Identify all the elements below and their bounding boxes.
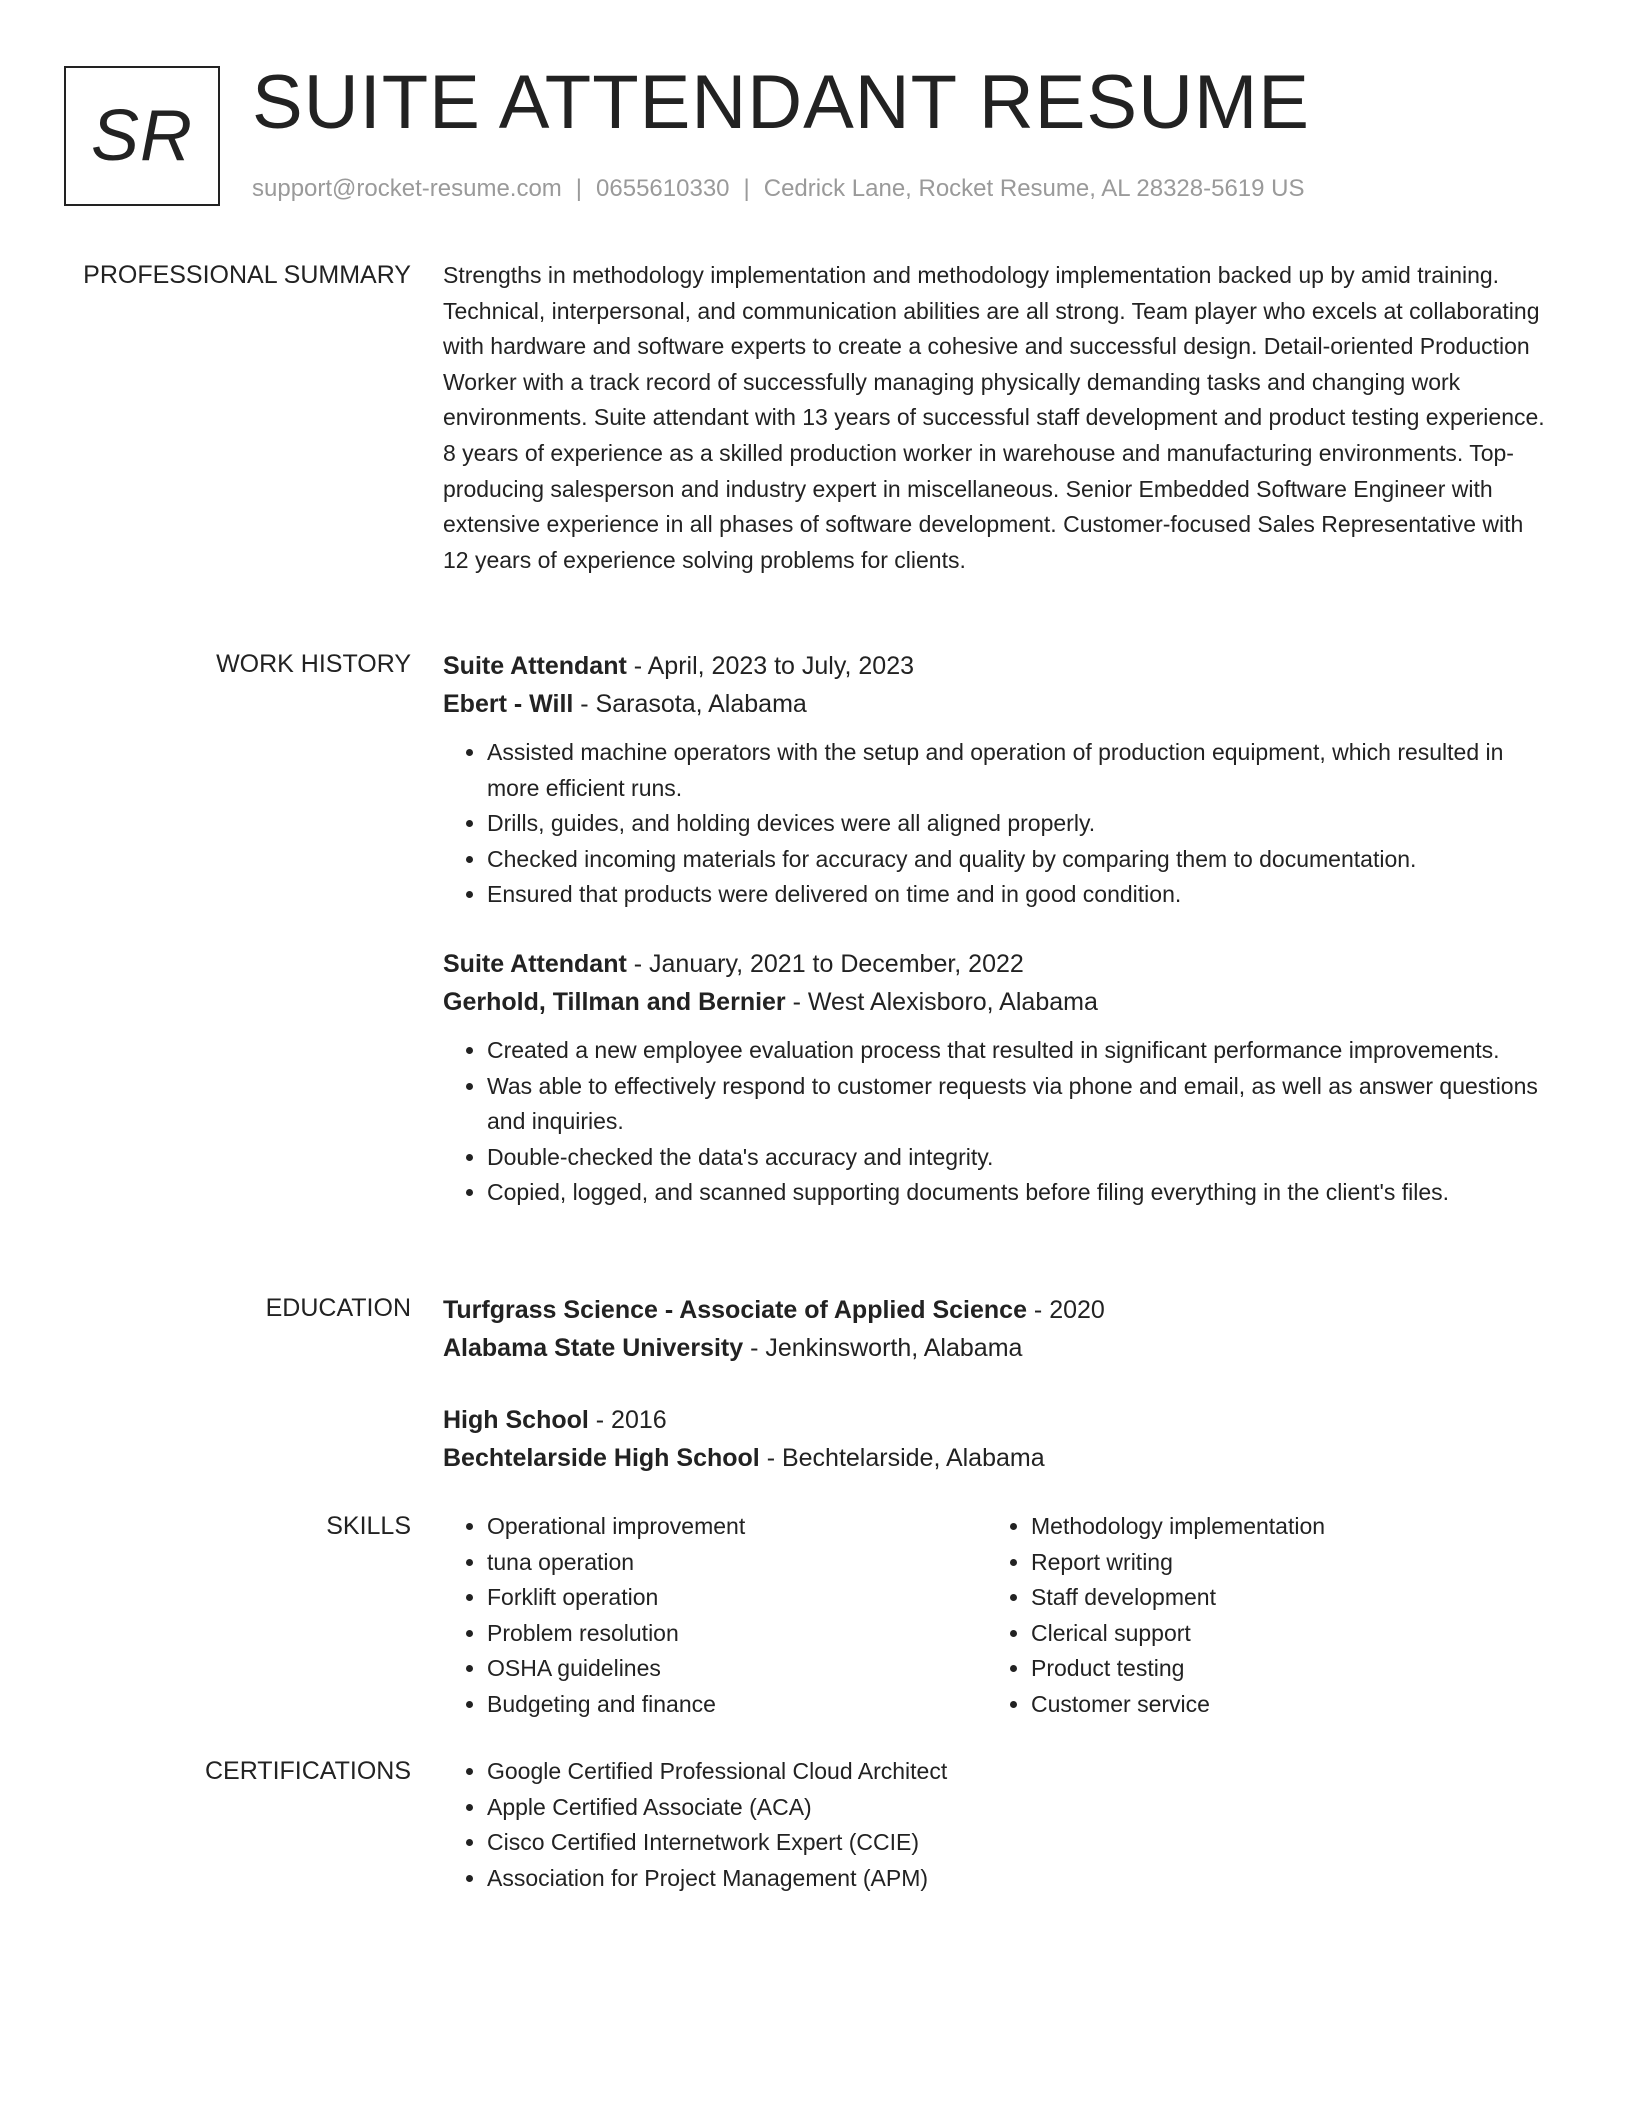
job-bullet: • Created a new employee evaluation process that resulted in significant performance improvements.	[487, 1033, 1553, 1069]
certification-item: • Cisco Certified Internetwork Expert (CCIE)	[487, 1825, 1553, 1861]
job-location: - Sarasota, Alabama	[573, 690, 807, 718]
monogram-logo: SR	[64, 66, 220, 206]
resume-title: SUITE ATTENDANT RESUME	[252, 60, 1310, 145]
job-entry	[443, 647, 1553, 913]
job-bullet: • Copied, logged, and scanned supporting documents before filing everything in the client's files.	[487, 1175, 1553, 1211]
section-label-education: EDUCATION	[265, 1294, 411, 1322]
education-school-line	[443, 1439, 1553, 1477]
certifications-list	[443, 1754, 1553, 1896]
job-company: Ebert - Will	[443, 690, 574, 718]
contact-address: Cedrick Lane, Rocket Resume, AL 28328-5619 US	[763, 175, 1305, 202]
skill-item: • Customer service	[1031, 1687, 1531, 1723]
job-entry	[443, 945, 1553, 1211]
job-bullets	[443, 1033, 1553, 1211]
job-bullets	[443, 735, 1553, 913]
education-school-line	[443, 1329, 1553, 1367]
skill-item: • Forklift operation	[487, 1580, 987, 1616]
education-degree-line	[443, 1401, 1553, 1439]
summary-text: Strengths in methodology implementation and methodology implementation backed up by amid training. Technical, interpersonal, and communication abilities are all strong. Team player who excels at collaborating with hardware and software experts to create a cohesive and successful design. Detail-oriented Production Worker with a track record of successfully managing physically demanding tasks and changing work environments. Suite attendant with 13 years of successful staff development and product testing experience. 8 years of experience as a skilled production worker in warehouse and manufacturing environments. Top-producing salesperson and industry expert in miscellaneous. Senior Embedded Software Engineer with extensive experience in all phases of software development. Customer-focused Sales Representative with 12 years of experience solving problems for clients.	[443, 262, 1545, 573]
section-label-skills: SKILLS	[326, 1512, 411, 1540]
education-location: - Bechtelarside, Alabama	[759, 1444, 1045, 1472]
section-label-work-history: WORK HISTORY	[216, 650, 411, 678]
job-title-line	[443, 647, 1553, 685]
education-location: - Jenkinsworth, Alabama	[743, 1334, 1023, 1362]
contact-separator: |	[743, 175, 750, 202]
skill-item: • Methodology implementation	[1031, 1509, 1531, 1545]
job-bullet: • Ensured that products were delivered on time and in good condition.	[487, 877, 1553, 913]
job-title: Suite Attendant	[443, 652, 627, 680]
contact-phone: 0655610330	[596, 175, 730, 202]
job-company: Gerhold, Tillman and Bernier	[443, 987, 786, 1016]
skills-list-left	[443, 1509, 987, 1723]
job-company-line	[443, 685, 1553, 723]
certification-item: • Apple Certified Associate (ACA)	[487, 1790, 1553, 1826]
education-entry	[443, 1291, 1553, 1367]
skill-item: • tuna operation	[487, 1545, 987, 1581]
job-bullet: • Double-checked the data's accuracy and integrity.	[487, 1140, 1553, 1176]
skill-item: • Clerical support	[1031, 1616, 1531, 1652]
education-school: Alabama State University	[443, 1334, 744, 1362]
contact-separator: |	[575, 175, 583, 202]
education-degree: High School	[443, 1406, 589, 1434]
skill-item: • Operational improvement	[487, 1509, 987, 1545]
section-label-certifications: CERTIFICATIONS	[204, 1757, 411, 1785]
education-year: - 2016	[588, 1406, 667, 1434]
skill-item: • Product testing	[1031, 1651, 1531, 1687]
skill-item: • Budgeting and finance	[487, 1687, 987, 1723]
job-dates: - January, 2021 to December, 2022	[626, 949, 1024, 978]
skills-list-right	[987, 1509, 1531, 1723]
section-label-summary: PROFESSIONAL SUMMARY	[83, 261, 411, 289]
certification-item: • Association for Project Management (APM)	[487, 1861, 1553, 1897]
job-dates: - April, 2023 to July, 2023	[626, 652, 915, 680]
skills-columns	[443, 1509, 1553, 1723]
job-bullet: • Assisted machine operators with the setup and operation of production equipment, which resulted in more efficient runs.	[487, 735, 1553, 806]
certification-item: • Google Certified Professional Cloud Architect	[487, 1754, 1553, 1790]
skill-item: • Report writing	[1031, 1545, 1531, 1581]
education-year: - 2020	[1026, 1296, 1105, 1324]
contact-line	[252, 172, 1305, 206]
education-school: Bechtelarside High School	[443, 1444, 760, 1472]
job-location: - West Alexisboro, Alabama	[785, 987, 1098, 1016]
job-title: Suite Attendant	[443, 949, 627, 978]
job-title-line	[443, 945, 1553, 983]
job-bullet: • Was able to effectively respond to customer requests via phone and email, as well as answer questions and inquiries.	[487, 1069, 1553, 1140]
job-bullet: • Checked incoming materials for accuracy and quality by comparing them to documentation.	[487, 842, 1553, 878]
job-company-line	[443, 983, 1553, 1021]
education-degree-line	[443, 1291, 1553, 1329]
skill-item: • Problem resolution	[487, 1616, 987, 1652]
education-degree: Turfgrass Science - Associate of Applied Science	[443, 1296, 1027, 1324]
skill-item: • OSHA guidelines	[487, 1651, 987, 1687]
job-bullet: • Drills, guides, and holding devices were all aligned properly.	[487, 806, 1553, 842]
skill-item: • Staff development	[1031, 1580, 1531, 1616]
contact-email: support@rocket-resume.com	[252, 175, 562, 202]
education-entry	[443, 1401, 1553, 1477]
